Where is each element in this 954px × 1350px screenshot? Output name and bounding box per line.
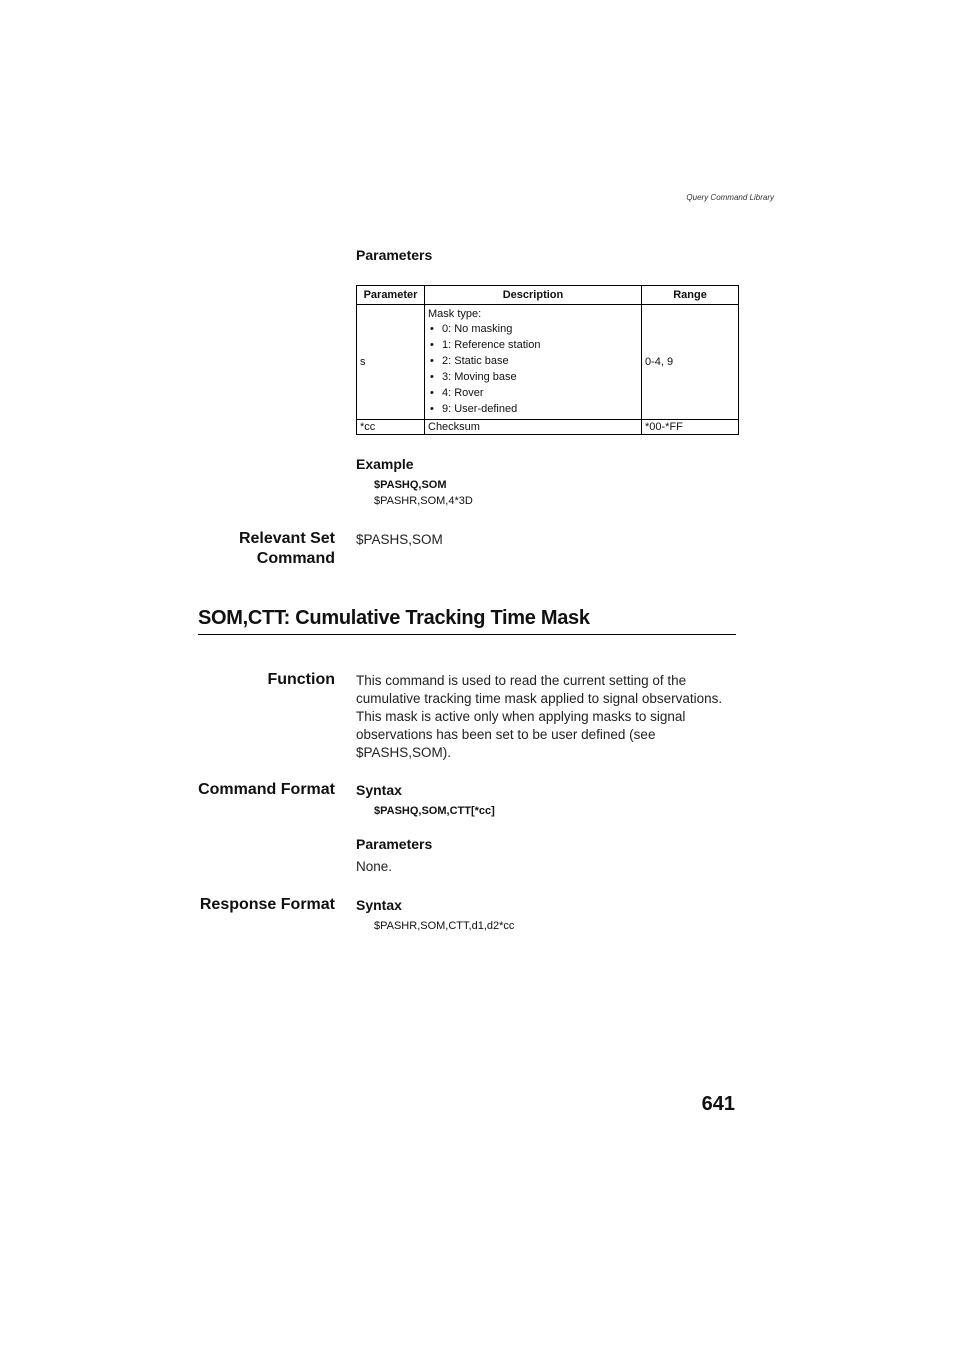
response-format-label: Response Format [199,896,335,913]
parameters-table [356,285,739,435]
response-syntax: $PASHR,SOM,CTT,d1,d2*cc [374,920,515,932]
function-text: This command is used to read the current setting of the cumulative tracking time mask applied to signal observations. This mask is active only when applying masks to signal observations has been set to be user defined (see $PASHS,SOM). [356,673,723,760]
cell-parameter: s [357,305,425,420]
section-title: SOM,CTT: Cumulative Tracking Time Mask [198,607,736,635]
list-item: • 4: Rover [428,385,638,401]
table-row [357,305,739,420]
list-item: • 9: User-defined [428,401,638,417]
example-response: $PASHR,SOM,4*3D [374,495,473,507]
list-item: • 2: Static base [428,353,638,369]
cell-description: Checksum [425,420,642,435]
relevant-set-command-value: $PASHS,SOM [356,532,443,547]
column-header-description: Description [425,286,642,305]
list-item: • 3: Moving base [428,369,638,385]
command-parameters-heading: Parameters [356,836,433,852]
function-label: Function [267,671,335,688]
list-item: • 1: Reference station [428,337,638,353]
table-row [357,420,739,435]
parameters-heading: Parameters [356,247,433,263]
relevant-set-command-label: Relevant Set Command [238,530,335,567]
mask-type-list [428,321,638,417]
table-header-row [357,286,739,305]
column-header-range: Range [642,286,739,305]
mask-type-label: Mask type: [428,308,482,320]
command-syntax: $PASHQ,SOM,CTT[*cc] [374,805,495,817]
command-parameters-text: None. [356,859,393,874]
cell-description [425,305,642,420]
running-head: Query Command Library [686,193,774,202]
cell-range: 0-4, 9 [642,305,739,420]
response-syntax-heading: Syntax [356,897,402,913]
command-format-label: Command Format [198,781,335,798]
page-number: 641 [701,1093,735,1115]
cell-range: *00-*FF [642,420,739,435]
cell-parameter: *cc [357,420,425,435]
command-syntax-heading: Syntax [356,782,402,798]
example-query: $PASHQ,SOM [374,479,447,491]
list-item: • 0: No masking [428,321,638,337]
example-heading: Example [356,456,414,472]
column-header-parameter: Parameter [357,286,425,305]
